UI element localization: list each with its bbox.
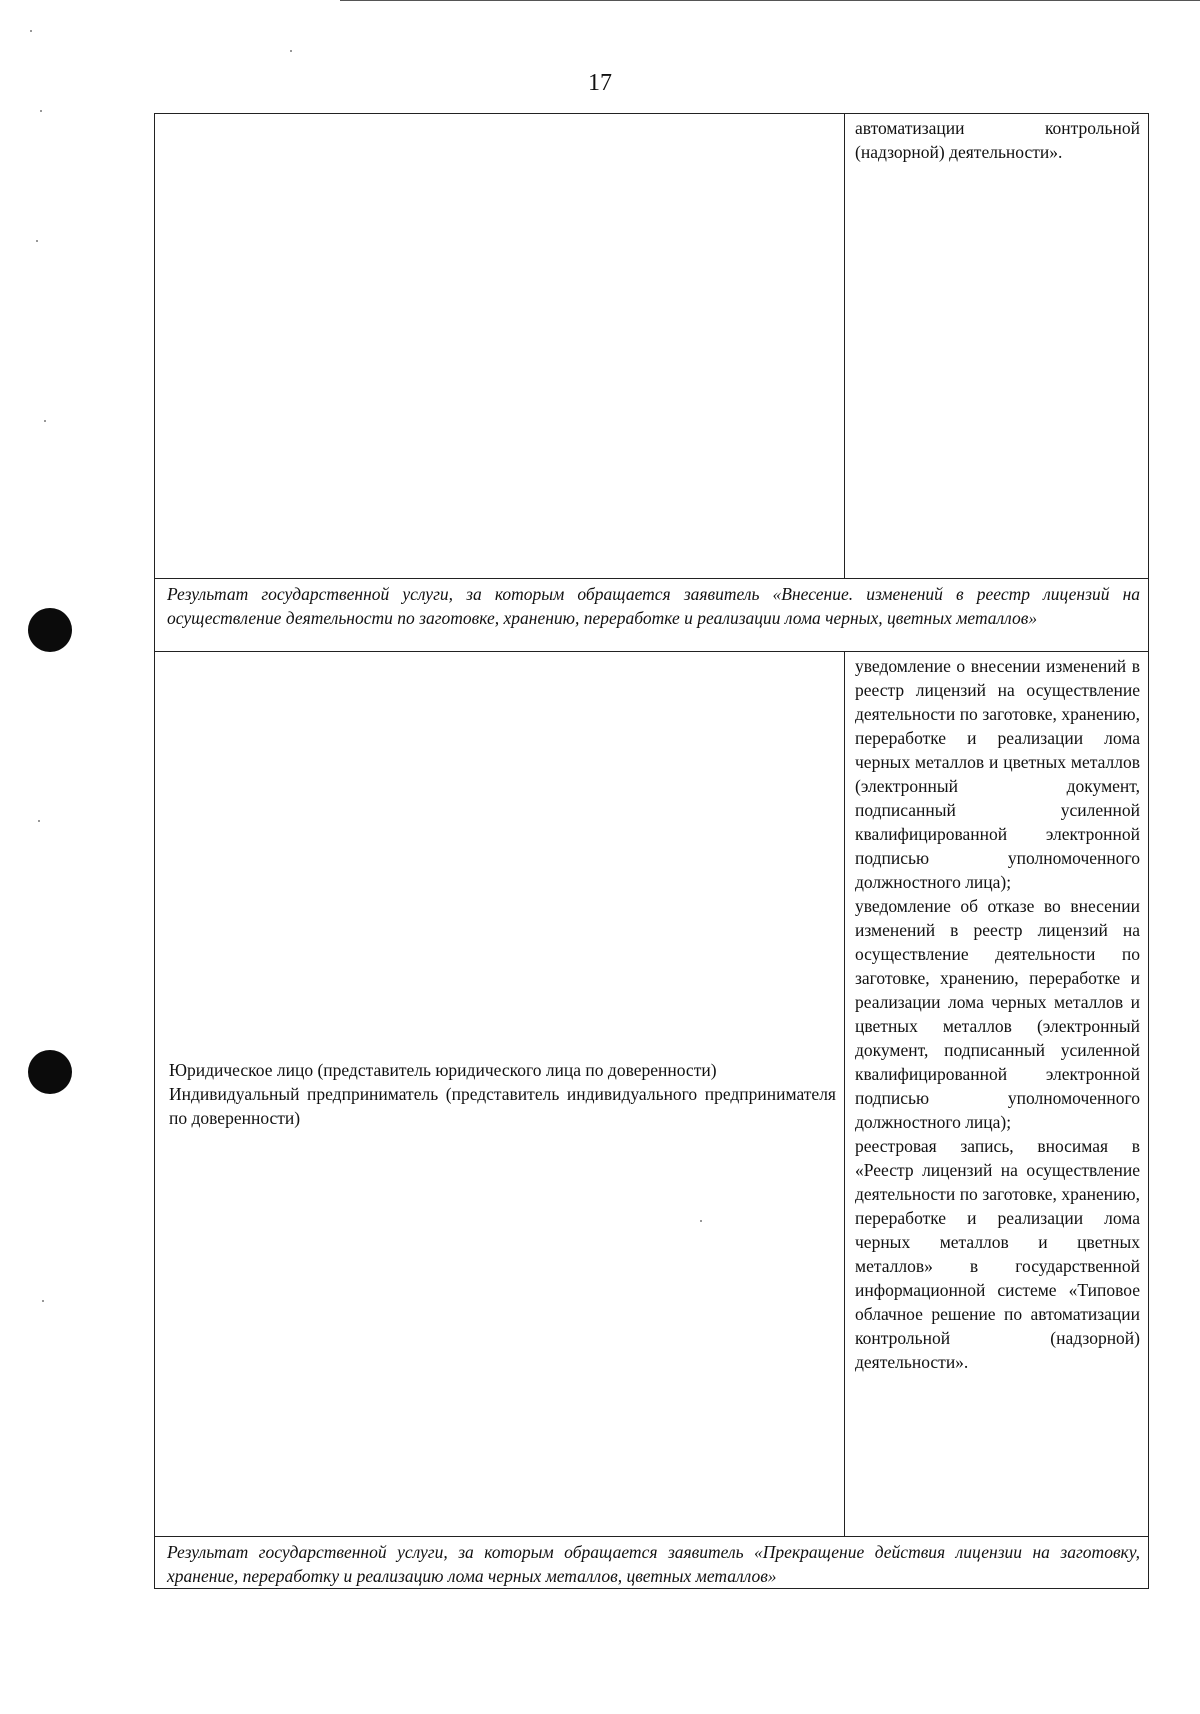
punch-hole-bottom [28,1050,72,1094]
page-top-edge [340,0,1200,1]
scan-speck [36,240,38,242]
table-row [155,652,1149,1537]
results-table [154,113,1149,1589]
scan-speck [42,1300,44,1302]
result-heading-cell: Результат государственной услуги, за которым обращается заявитель «Прекращение действия лицензии на заготовку, хранение, переработку и реализацию лома черных металлов, цветных металлов» [155,1537,1149,1589]
scan-speck [30,30,32,32]
scan-speck [38,820,40,822]
applicant-cell [155,652,845,1537]
scan-speck [44,420,46,422]
result-paragraph: уведомление о внесении изменений в реестр лицензий на осуществление деятельности по заготовке, хранению, переработке и реализации лома черных металлов и цветных металлов (электронный документ, подписанный усиленной квалифицированной электронной подписью уполномоченного должностного лица); [855,656,1140,892]
result-paragraph: уведомление об отказе во внесении изменений в реестр лицензий на осуществление деятельности по заготовке, хранению, переработке и реализации лома черных металлов и цветных металлов (электронный документ, подписанный усиленной квалифицированной электронной подписью уполномоченного должностного лица); [855,896,1140,1132]
scan-speck [40,110,42,112]
result-description-cell [845,114,1149,579]
result-paragraph: реестровая запись, вносимая в «Реестр лицензий на осуществление деятельности по заготовке, хранению, переработке и реализации лома черных металлов и цветных металлов» в государственной информационной системе «Типовое облачное решение по автоматизации контрольной (надзорной) деятельности». [855,1136,1140,1372]
result-heading-cell: Результат государственной услуги, за которым обращается заявитель «Внесение. изменений в реестр лицензий на осуществление деятельности по заготовке, хранению, переработке и реализации лома черных, цветных металлов» [155,579,1149,652]
punch-hole-top [28,608,72,652]
result-description-cell [845,652,1149,1537]
applicant-cell-empty [155,114,845,579]
result-description-text: автоматизации контрольной (надзорной) деятельности». [855,118,1140,162]
page-number: 17 [588,70,612,96]
table-row [155,114,1149,579]
applicant-line: Индивидуальный предприниматель (представитель индивидуального предпринимателя по доверенности) [169,1084,836,1128]
scan-speck [290,50,292,52]
result-heading-row [155,1537,1149,1589]
result-heading-row [155,579,1149,652]
applicant-line: Юридическое лицо (представитель юридического лица по доверенности) [169,1060,717,1080]
